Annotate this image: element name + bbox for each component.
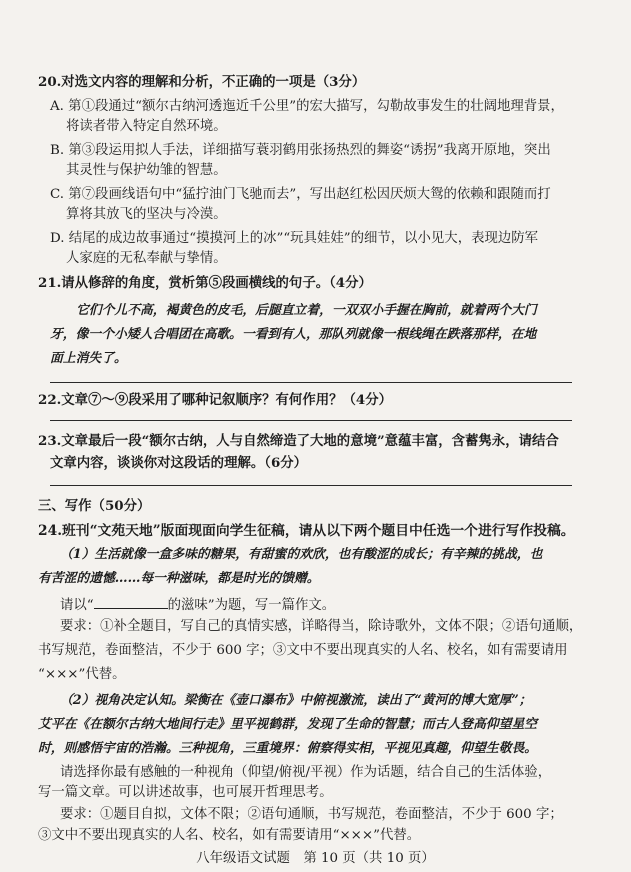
q20-option-c-line2: 算将其放飞的坚决与冷漠。	[66, 207, 227, 222]
q24-p2-line5: 写一篇文章。可以讲述故事，也可展开哲理思考。	[38, 785, 333, 800]
q24-p1-prompt	[60, 594, 335, 615]
q24-p2-req-line1: 要求：①题目自拟，文体不限；②语句通顺，书写规范，卷面整洁，不少于 600 字；	[60, 807, 563, 822]
q24-p2-line4: 请选择你最有感触的一种视角（仰望/俯视/平视）作为话题，结合自己的生活体验，	[60, 765, 552, 780]
q20-option-b-line2: 其灵性与保护幼雏的智慧。	[66, 163, 227, 178]
q24-p1-line2: 有苦涩的遗憾……每一种滋味，都是时光的馈赠。	[38, 571, 320, 586]
q24-p2-line2: 艾平在《在额尔古纳大地间行走》里平视鹤群，发现了生命的智慧；而古人登高仰望星空	[38, 717, 538, 732]
q21-stem: 21.请从修辞的角度，赏析第⑤段画横线的句子。（4分）	[38, 275, 372, 291]
q24-p1-req-line3: “×××”代替。	[38, 667, 126, 682]
q22-answer-line[interactable]	[50, 420, 572, 421]
page-footer: 八年级语文试题 第 10 页（共 10 页）	[196, 851, 435, 866]
q24-p2-line3: 时，则感悟宇宙的浩瀚。三种视角，三重境界：俯察得实相，平视见真趣，仰望生敬畏。	[38, 741, 538, 756]
q24-stem: 24.班刊“文苑天地”版面现面向学生征稿，请从以下两个题目中任选一个进行写作投稿。	[38, 523, 575, 539]
q20-option-b-line1: B. 第③段运用拟人手法，详细描写蓑羽鹤用张扬热烈的舞姿“诱拐”我离开原地，突出	[50, 143, 551, 158]
q23-stem-line2: 文章内容，谈谈你对这段话的理解。（6分）	[50, 455, 308, 471]
q23-answer-line[interactable]	[50, 485, 572, 486]
q24-p2-line1: （2）视角决定认知。梁衡在《壶口瀑布》中俯视激流，读出了“黄河的博大宽厚”；	[60, 693, 532, 708]
q20-option-c-line1: C. 第⑦段画线语句中“猛拧油门飞驰而去”，写出赵红松因厌烦大鸳的依赖和跟随而打	[50, 187, 551, 202]
q24-p1-req-line2: 书写规范，卷面整洁，不少于 600 字；③文中不要出现真实的人名、校名，如有需要请用	[38, 643, 568, 658]
q24-p1-line1: （1）生活就像一盒多味的糖果，有甜蜜的欢欣，也有酸涩的成长；有辛辣的挑战，也	[60, 547, 543, 562]
q24-p1-prompt-before: 请以“	[60, 598, 94, 613]
q24-p2-req-line2: ③文中不要出现真实的人名、校名，如有需要请用“×××”代替。	[38, 828, 421, 843]
q24-p1-prompt-after: 的滋味”为题，写一篇作文。	[167, 598, 336, 613]
title-fill-blank[interactable]	[94, 594, 168, 609]
q21-quote-line2: 牙，像一个小矮人合唱团在高歌。一看到有人，那队列就像一根线绳在跌落那样，在地	[50, 327, 537, 342]
q21-quote-line1: 它们个儿不高，褐黄色的皮毛，后腿直立着，一双双小手握在胸前，就着两个大门	[76, 303, 537, 318]
q24-p1-req-line1: 要求：①补全题目，写自己的真情实感，详略得当，除诗歌外，文体不限；②语句通顺，	[60, 619, 583, 634]
q20-option-d-line2: 人家庭的无私奉献与挚情。	[66, 251, 227, 266]
q20-option-a-line2: 将读者带入特定自然环境。	[66, 119, 227, 134]
q21-quote-line3: 面上消失了。	[50, 351, 127, 366]
q20-stem: 20.对选文内容的理解和分析，不正确的一项是（3分）	[38, 74, 366, 90]
q20-option-a-line1: A. 第①段通过“额尔古纳河透迤近千公里”的宏大描写，勾勒故事发生的壮阔地理背景，	[50, 99, 564, 114]
q22-stem: 22.文章⑦～⑨段采用了哪种记叙顺序？有何作用？（4分）	[38, 392, 392, 408]
q20-option-d-line1: D. 结尾的成边故事通过“摸摸河上的冰”“玩具娃娃”的细节，以小见大，表现边防军	[50, 231, 539, 246]
q23-stem-line1: 23.文章最后一段“额尔古纳，人与自然缔造了大地的意境”意蕴丰富，含蓄隽永，请结合	[38, 433, 559, 449]
q21-answer-line[interactable]	[50, 382, 572, 383]
section3-title: 三、写作（50分）	[38, 498, 151, 514]
